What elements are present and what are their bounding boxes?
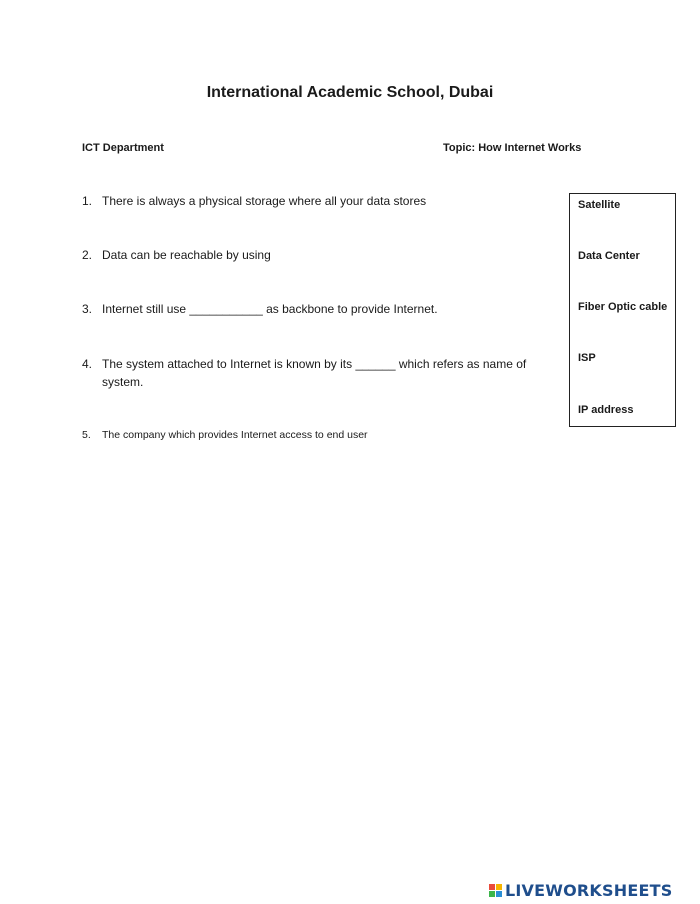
question-number: 5. [82,429,91,441]
topic-label: Topic: How Internet Works [443,142,582,154]
logo-square [496,884,502,890]
logo-square [489,884,495,890]
word-bank [569,193,676,427]
school-title: International Academic School, Dubai [206,84,494,101]
question-text: Internet still use ___________ as backbone to provide Internet. [102,302,438,316]
question-number: 1. [82,194,93,208]
logo-text: LIVEWORKSHEETS [505,880,673,900]
question-text: The system attached to Internet is known by its ______ which refers as name of system. [102,357,527,389]
logo-squares-icon [489,884,502,897]
question-text: Data can be reachable by using [102,248,271,262]
question-number: 2. [82,248,93,262]
word-bank-item: ISP [578,352,596,364]
word-bank-item: Fiber Optic cable [578,301,668,313]
word-bank-item: Data Center [578,250,640,262]
word-bank-item: Satellite [578,199,621,211]
question-number: 3. [82,302,93,316]
department-label: ICT Department [82,142,164,154]
question-text: There is always a physical storage where all your data stores [102,194,427,208]
logo-square [496,891,502,897]
word-bank-item: IP address [578,404,634,416]
question-text: The company which provides Internet access to end user [102,429,368,441]
question-number: 4. [82,357,93,371]
liveworksheets-logo [489,880,672,900]
logo-square [489,891,495,897]
